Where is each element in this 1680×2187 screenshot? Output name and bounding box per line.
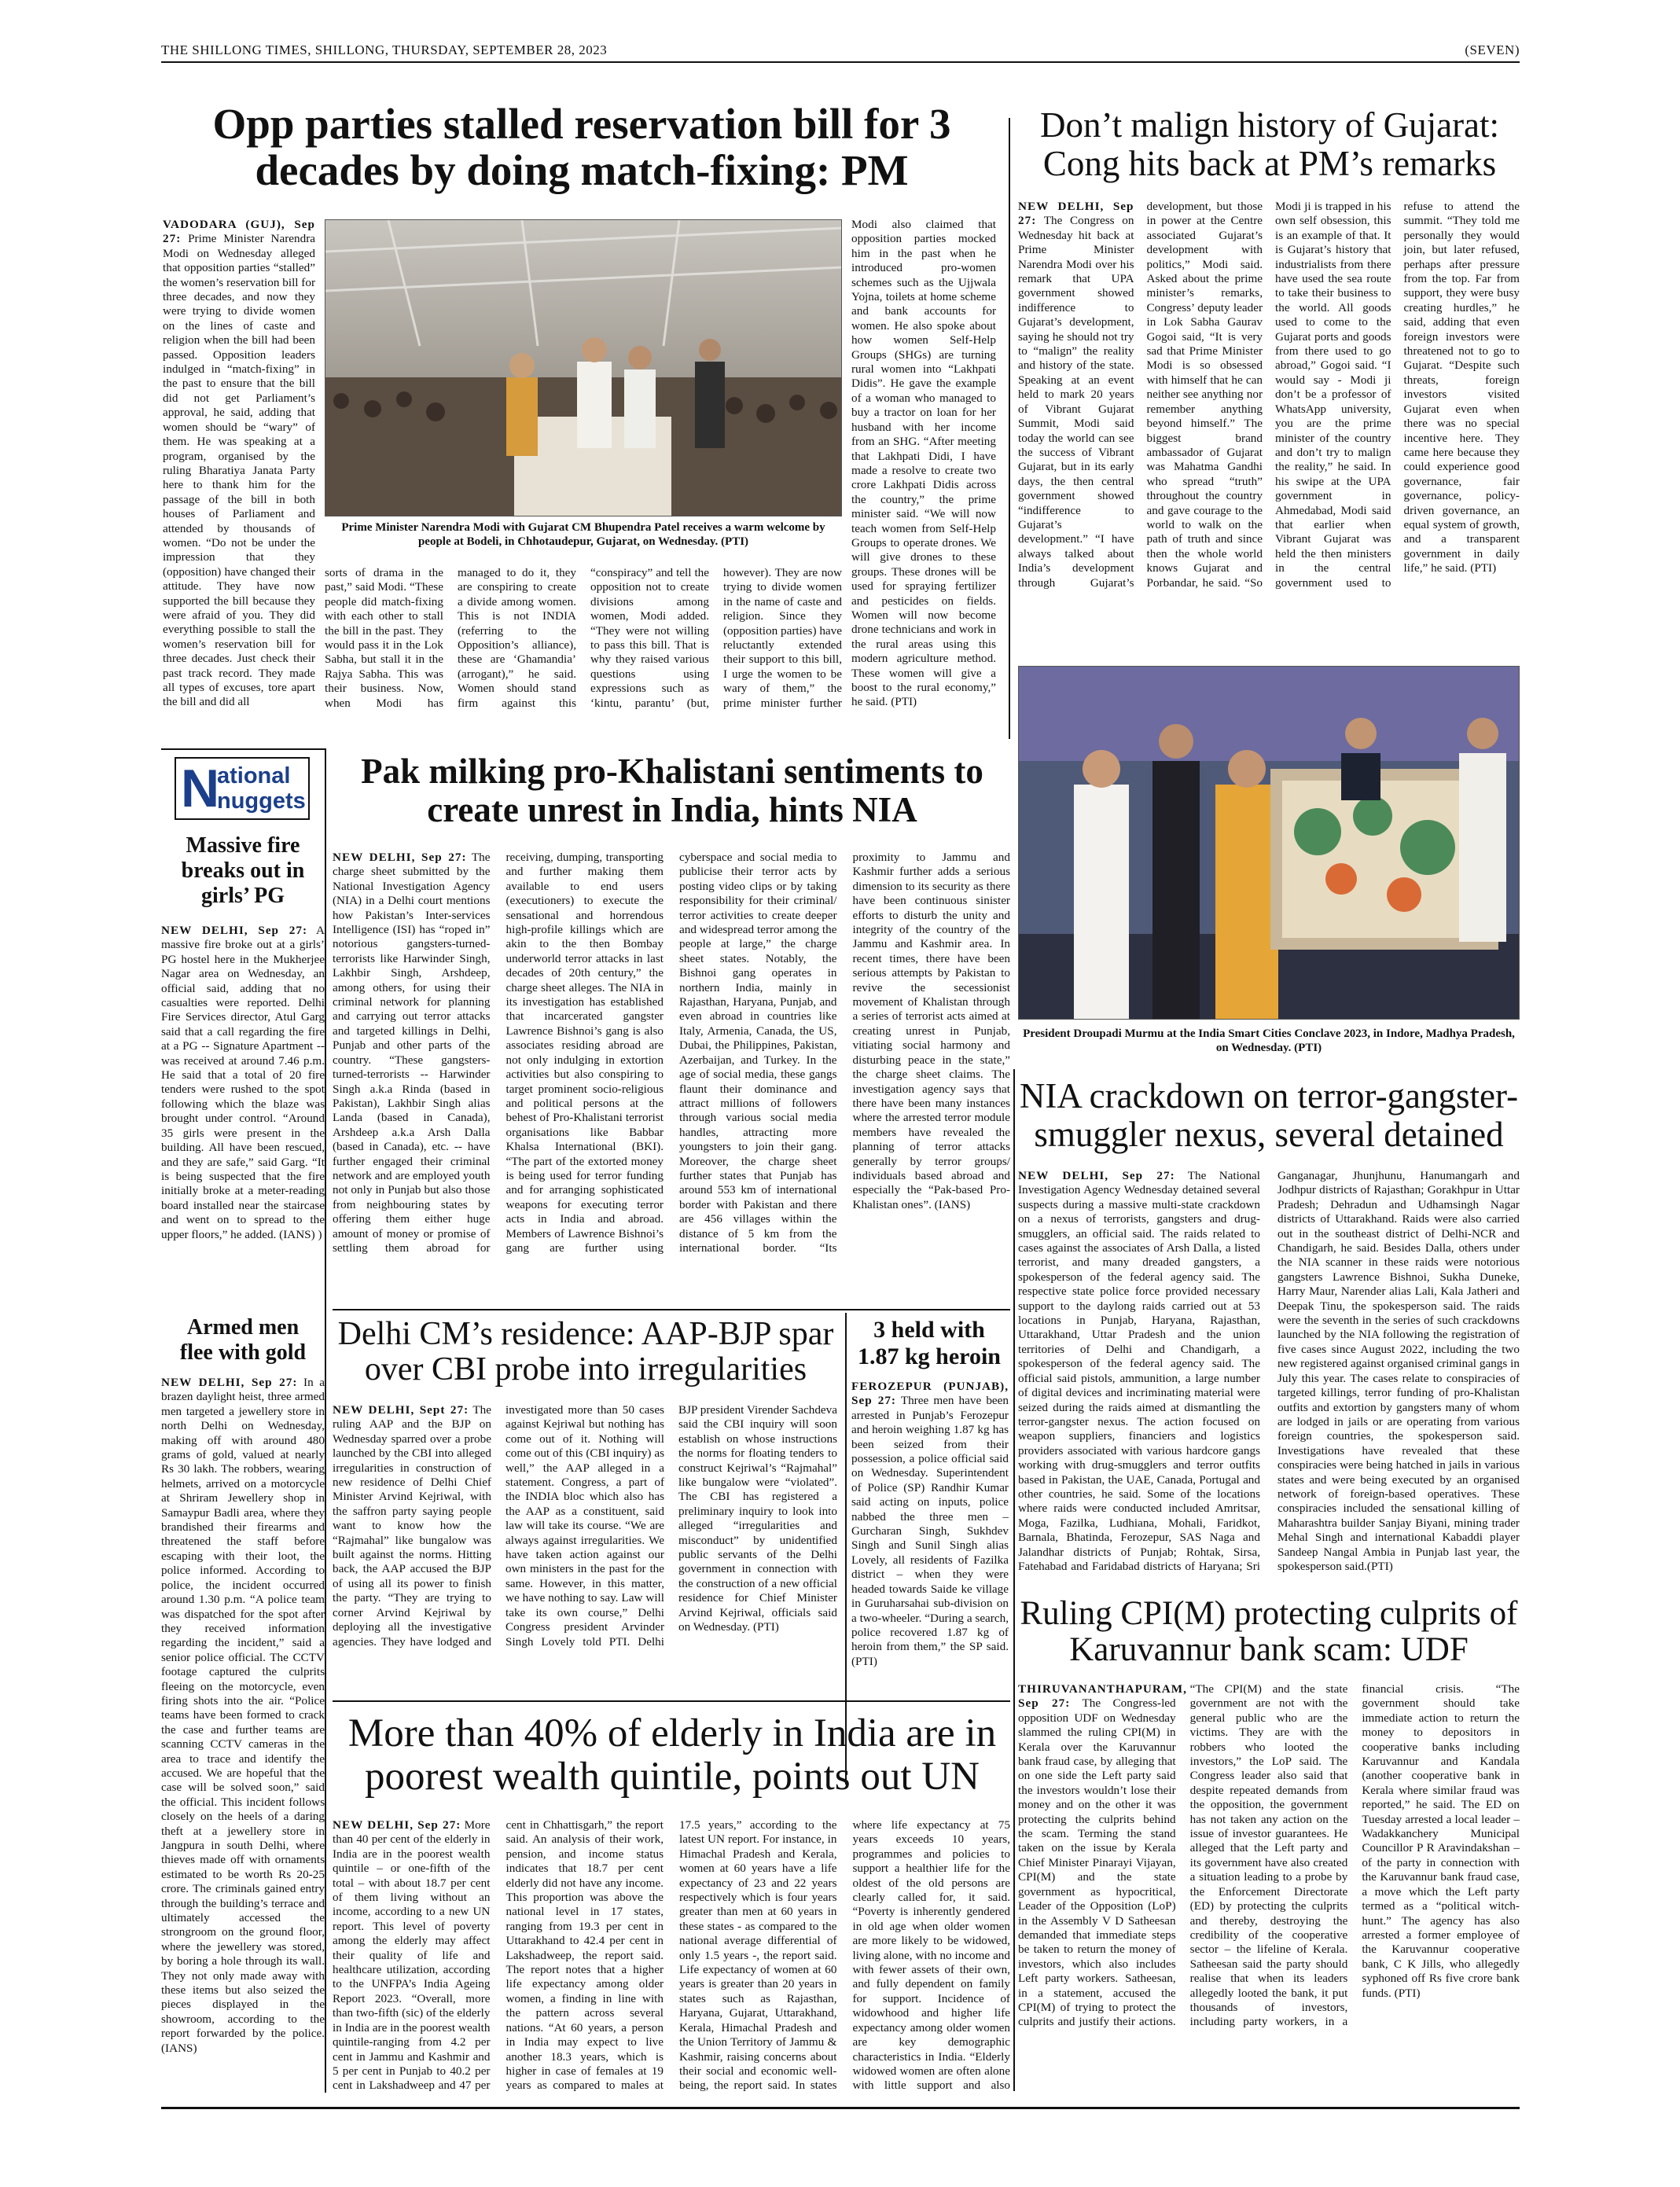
story7-top-rule <box>333 1700 1010 1702</box>
story1-bottom-text: sorts of drama in the past,” said Modi. “These people did match-fixing with each other to stall the bill in the past. They would pass it in the Lok Sabha, but stall it in the Rajya Sabha. This was their business. Now, when Modi has managed to do it, they are conspiring to create a divide among women. This is not INDIA (referring to the Opposition’s alliance), these are ‘Ghamandia’ (arrogant),” he said. Women should stand firm against this “conspiracy” and tell the opposition not to create divisions among women, Modi added. “They were not willing to pass this bill. That is why they raised various questions using expressions such as ‘kintu, parantu’ (but, however). They are now trying to divide women in the name of caste and religion. Since they (opposition parties) have reluctantly extended their support to this bill, I urge the women to be wary of them,” the prime minister further <box>325 566 842 710</box>
story7-headline: More than 40% of elderly in India are in poorest wealth quintile, points out UN <box>347 1711 997 1799</box>
folio-left: THE SHILLONG TIMES, SHILLONG, THURSDAY, SEPTEMBER 28, 2023 <box>161 42 608 57</box>
story4-dateline: NEW DELHI, Sep 27: <box>1018 1169 1175 1182</box>
story1-dateline: VADODARA (GUJ), Sep 27: <box>163 218 315 246</box>
story8-dateline: THIRUVANANTHAPURAM, Sep 27: <box>1018 1682 1187 1711</box>
modi-rally-photo <box>325 220 842 516</box>
story7-dateline: NEW DELHI, Sep 27: <box>333 1818 461 1832</box>
page-bottom-rule <box>161 2107 1520 2109</box>
national-nuggets-logo <box>175 757 310 820</box>
story1-photo <box>325 219 842 516</box>
story8-text <box>1018 1682 1520 2095</box>
nuggets-frame-top <box>161 748 325 750</box>
nuggets-item2-body: In a brazen daylight heist, three armed men targeted a jewellery store in north Delhi on Wednesday, making off with around 480 grams of gold, valued at nearly Rs 30 lakh. The robbers, wearing helmets, arrived on a motorcycle at Shriram Jewellery shop in Samaypur Badli area, where they brandished their firearms and threatened the staff before escaping with their loot, the police informed. According to police, the incident occurred around 1.30 p.m. “A police team was dispatched for the spot after they received information regarding the incident,” said a senior police official. The CCTV footage captured the culprits fleeing on the motorcycle, even firing shots into the air. “Police teams have been formed to crack the case and further teams are scanning CCTV cameras in the area to trace and identify the accused. We are hopeful that the case will be solved soon,” said the official. This incident follows closely on the heels of a daring theft at a jewellery store in Jangpura in south Delhi, where thieves made off with ornaments estimated to be worth Rs 20-25 crore. The criminals gained entry through the building’s terrace and ultimately accessed the strongroom on the ground floor, where the jewellery was stored, by boring a hole through its wall. They not only made away with these items but also seized the pieces displayed in the showroom, according to the report forwarded by the police. (IANS) <box>161 1376 325 2055</box>
story1-left-text: Prime Minister Narendra Modi on Wednesday alleged that opposition parties “stalled” the women’s reservation bill for three decades, and now they were trying to divide women on the lines of caste and religion when the bill had been passed. Opposition leaders indulged in “match-fixing” in the past to ensure that the bill did not get Parliament’s approval, he said, adding that women should be “wary” of them. He was speaking at a program, organised by the ruling Bharatiya Janata Party here to thank him for the passage of the bill in both houses of Parliament and attended by thousands of women. “Do not be under the impression that they (opposition) have changed their attitude. They have now supported the bill because they were afraid of you. They did everything possible to stall the women’s reservation bill for three decades. Just check their past track record. They made all types of excuses, tore apart the bill and did all <box>163 232 315 709</box>
story6-headline: 3 held with 1.87 kg heroin <box>858 1317 1001 1369</box>
nuggets-frame-right <box>325 748 326 2093</box>
story6-body: Three men have been arrested in Punjab’s Ferozepur and heroin weighing 1.87 kg has been seized from their possession, a police official said on Wednesday. Superintendent of Police (SP) Randhir Kumar said acting on inputs, police nabbed the three men – Gurcharan Singh, Sukhdev Singh and Sunil Singh alias Lovely, all residents of Fazilka district – when they were headed towards Saide ke village in Guruharsahai sub-division on a two-wheeler. “During a search, police recovered 1.87 kg of heroin from them,” the SP said. (PTI) <box>851 1394 1009 1668</box>
story5-headline: Delhi CM’s residence: AAP-BJP spar over CBI probe into irregularities <box>337 1316 834 1388</box>
story5-dateline: NEW DELHI, Sept 27: <box>333 1403 469 1417</box>
story2-body: The Congress on Wednesday hit back at Prime Minister Narendra Modi over his remark that UPA government showed indifference to Gujarat’s development, saying he should not try to “malign” the reality and history of the state. Speaking at an event held to mark 20 years of Vibrant Gujarat Summit, Modi said today the world can see the success of Vibrant Gujarat, but in its early days, the then central government showed “indifference to Gujarat’s development.” “I have always talked about India’s development through Gujarat’s development, but those in power at the Centre associated Gujarat’s development with politics,” Modi said. Asked about the prime minister’s remarks, Congress’ deputy leader in Lok Sabha Gaurav Gogoi said, “It is very sad that Prime Minister Modi is so obsessed with himself that he can neither see anything nor remember anything beyond himself.” The biggest brand ambassador of Gujarat was Mahatma Gandhi who spread “truth” throughout the country and gave courage to the world to walk on the path of truth and since then the whole world knows Gujarat and Porbandar, he said. “So Modi ji is trapped in his own self obsession, this is an example of that. It is Gujarat’s history that industrialists from there have used the sea route to take their business to the world. All goods used to come to the Gujarat ports and goods from there used to go abroad,” Gogoi said. “I would say - Modi ji don’t be a professor of WhatsApp university, you are the prime minister of the country and don’t try to malign the reality,” he said. In his swipe at the UPA government in Ahmedabad, Modi said that earlier when Vibrant Gujarat was held the then ministers in the central government used to refuse to attend the summit. “They told me personally they would join, but later refused, perhaps after pressure from the top. Far from support, they were busy creating hurdles,” he said, adding that even foreign investors were threatened not to go to Gujarat. “Despite such threats, foreign investors visited Gujarat even when there was no special incentive here. They came here because they could experience good governance, fair governance, policy-driven governance, an equal system of growth, and a transparent government in daily life,” he said. (PTI) <box>1018 200 1520 590</box>
story5-body: The ruling AAP and the BJP on Wednesday sparred over a probe launched by the CBI into alleged irregularities in construction of new residence of Delhi Chief Minister Arvind Kejriwal, with the saffron party saying people want to know how the “Rajmahal” like bungalow was built against the norms. Hitting back, the AAP accused the BJP of using all its power to finish the party. “They are trying to corner Arvind Kejriwal by deploying all the investigative agencies. They have lodged and investigated more than 50 cases against Kejriwal but nothing has come out of it. Nothing will come out of this (CBI inquiry) as well,” the AAP alleged in a statement. Congress, a part of the INDIA bloc which also has the AAP as a constituent, said law will take its course. “We are always against irregularities. We have taken action against our own ministers in the past for the same. However, in this matter, we have nothing to say. Law will take its own course,” Delhi Congress president Arvinder Singh Lovely told PTI. Delhi BJP president Virender Sachdeva said the CBI inquiry will soon establish on whose instructions the norms for floating tenders to construct Kejriwal’s “Rajmahal” like bungalow were “violated”. The CBI has registered a preliminary inquiry to look into alleged “irregularities and misconduct” by unidentified public servants of the Delhi government in connection with the construction of a new official residence for Chief Minister Arvind Kejriwal, officials said on Wednesday. (PTI) <box>333 1403 837 1649</box>
story3-text <box>333 851 1010 1303</box>
story1-right-column: Modi also claimed that opposition parties mocked him in the past when he introduced pro-women schemes such as the Ujjwala Yojna, toilets at home scheme and bank accounts for women. He also spoke about how women Self-Help Groups (SHGs) are turning rural women into “Lakhpati Didis”. He gave the example of a woman who managed to buy a tractor on loan for her husband with her income from an SHG. “After meeting that Lakhpati Didi, I have made a resolve to create two crore Lakhpati Didis across the country,” the prime minister said. “We will now teach women from Self-Help Groups to operate drones. We will give drones to these groups. These drones will be used for spraying fertilizer and pesticides on fields. Women will now become drone technicians and work in the rural areas using this modern agriculture method. These women will give a boost to the rural economy,” he said. (PTI) <box>851 218 996 709</box>
story4-headline: NIA crackdown on terror-gangster-smuggler nexus, several detained <box>1019 1076 1519 1154</box>
murmu-photo <box>1018 666 1520 1020</box>
nuggets-item1-body: A massive fire broke out at a girls’ PG hostel here in the Mukherjee Nagar area on Wednesday, an official said, adding that no casualties were reported. Delhi Fire Services director, Atul Garg said that a call regarding the fire at a PG -- Signature Apartment -- was received at around 7.46 p.m. He said that a total of 20 fire tenders were rushed to the spot following which the blaze was brought under control. “Around 35 girls were present in the building. All have been rescued, and they are safe,” said Garg. “It is being suspected that the fire initially broke at a meter-reading board installed near the staircase and went on to spread to the upper floors,” he added. (IANS) ) <box>161 924 325 1241</box>
story2-dateline: NEW DELHI, Sep 27: <box>1018 200 1134 228</box>
story3-headline: Pak milking pro-Khalistani sentiments to create unrest in India, hints NIA <box>361 752 983 829</box>
story8-headline: Ruling CPI(M) protecting culprits of Karuvannur bank scam: UDF <box>1020 1595 1518 1669</box>
nuggets-item2-dateline: NEW DELHI, Sep 27: <box>161 1376 298 1389</box>
folio-page-number: (SEVEN) <box>1465 42 1520 57</box>
nuggets-logo-letter: N <box>181 759 220 818</box>
story3-body: The charge sheet submitted by the National Investigation Agency (NIA) in a Delhi court mentions how Pakistan’s Inter-services Intelligence (ISI) has “roped in” notorious gangsters-turned-terrorists like Harwinder Singh, Lakhbir Singh, Arshdeep, among others, for using their criminal network for planning and carrying out terror attacks and targeted killings in Delhi, Punjab and other parts of the country. “These gangsters-turned-terrorists -- Harwinder Singh a.k.a Rinda (based in Pakistan), Lakhbir Singh alias Landa (based in Canada), Arshdeep a.k.a Arsh Dalla (based in Canada), etc. -- have further engaged their criminal network and are employed youth not only in Punjab but also those from neighbouring states by offering them either huge amount of money or promise of settling them abroad for receiving, dumping, transporting and further making them available to end users (executioners) to execute the sensational and horrendous high-profile killings which are akin to the then Bombay underworld terror attacks in last decades of 20th century,” the charge sheet alleges. The NIA in its investigation has established that incarcerated gangster Lawrence Bishnoi’s gang is also associates residing abroad are not only indulging in extortion activities but also conspiring to target prominent socio-religious and political persons at the behest of Pro-Khalistani terrorist organisations like Babbar Khalsa International (BKI). “The part of the extorted money is being used for terror funding and for arranging sophisticated weapons for executing terror acts in India and abroad. Members of Lawrence Bishnoi’s gang are further using cyberspace and social media to publicise their terror acts by posting video clips or by taking responsibility for their criminal/ terror activities to create deeper and widespread terror among the people at large,” the charge sheet states. Notably, the Bishnoi gang operates in northern India, mainly in Rajasthan, Haryana, Punjab, and even abroad in countries like Italy, Armenia, Canada, the US, Dubai, the Philippines, Pakistan, Azerbaijan, and Turkey. In the age of social media, these gangs flaunt their dominance and attract millions of followers through various social media handles, attracting more youngsters to join their gang. Moreover, the charge sheet further states that Punjab has around 553 km of international border with Pakistan and there are 456 villages within the distance of 5 km from the international border. “Its proximity to Jammu and Kashmir further adds a serious dimension to its security as there have been continuous sinister efforts to disturb the unity and integrity of the country of the Jammu and Kashmir area. In recent times, there have been serious attempts by Pakistan to revive the secessionist movement of Khalistan through a series of terrorist acts aimed at creating unrest in Punjab, vitiating social harmony and disturbing peace in the state,” the charge sheet claims. The investigation agency says that there have been many instances where the arrested terror module members have revealed the planning of terror attacks generally by terror groups/ individuals based abroad and especially the “Pak-based Pro-Khalistan ones”. (IANS) <box>333 851 1010 1255</box>
story3-dateline: NEW DELHI, Sep 27: <box>333 851 467 864</box>
smart-cities-conclave-photo <box>1019 667 1520 1020</box>
nuggets-item1-text <box>161 924 325 1305</box>
story5-top-rule <box>333 1309 1010 1310</box>
story1-headline: Opp parties stalled reservation bill for 3 decades by doing match-fixing: PM <box>212 100 951 195</box>
story7-text <box>333 1818 1010 2093</box>
nuggets-logo-word1: ational <box>217 763 291 788</box>
column-rule-right <box>1013 1069 1015 2091</box>
story8-body: The Congress-led opposition UDF on Wednesday slammed the ruling CPI(M) in Kerala over the Karuvannur bank fraud case, by alleging that on one side the Left party said the investors wouldn’t lose their money and on the other it was protecting the culprits behind the scam. Terming the stand taken on the issue by Kerala Chief Minister Pinarayi Vijayan, CPI(M) and the state government as hypocritical, Leader of the Opposition (LoP) in the Assembly V D Satheesan demanded that immediate steps be taken to return the money of investors, which also includes Left party workers. Satheesan, in a statement, accused the CPI(M) of trying to protect the culprits and justify their actions. “The CPI(M) and the state government are not with the general public who are the victims. They are with the robbers who looted the investors,” the LoP said. The Congress leader also said that despite repeated demands from the opposition, the government has not taken any action on the issue of investor guarantees. He alleged that the Left party and its government have also created a situation leading to a probe by the Enforcement Directorate (ED) by protecting the culprits and thereby, destroying the credibility of the cooperative sector – the lifeline of Kerala. Satheesan said the party should realise that when its leaders allegedly looted the bank, it put thousands of investors, including party workers, in a financial crisis. “The government should take immediate action to return the money to depositors in cooperative banks including Karuvannur and Kandala (another cooperative bank in Kerala where similar fraud was reported,” he said. The ED on Tuesday arrested a local leader – Wadakkanchery Municipal Councillor P R Aravindakshan – of the party in connection with the Karuvannur bank fraud case, a move which the Left party termed as a “political witch-hunt.” The agency has also arrested a former employee of the Karuvannur cooperative bank, C K Jills, who allegedly syphoned off Rs five crore bank funds. (PTI) <box>1018 1682 1520 2029</box>
nuggets-item2-text <box>161 1376 325 2091</box>
nuggets-item1-dateline: NEW DELHI, Sep 27: <box>161 924 308 937</box>
column-rule <box>1009 118 1010 739</box>
story1-caption: Prime Minister Narendra Modi with Gujarat CM Bhupendra Patel receives a warm welcome by people at Bodeli, in Chhotaudepur, Gujarat, on Wednesday. (PTI) <box>341 521 825 548</box>
story1-left-column <box>163 218 315 721</box>
nuggets-logo-word2: nuggets <box>217 788 306 814</box>
story6-dateline: FEROZEPUR (PUNJAB), Sep 27: <box>851 1380 1009 1408</box>
murmu-caption: President Droupadi Murmu at the India Smart Cities Conclave 2023, in Indore, Madhya Pradesh, on Wednesday. (PTI) <box>1023 1027 1515 1054</box>
story7-body: More than 40 per cent of the elderly in India are in the poorest wealth quintile – or one-fifth of the total – with about 18.7 per cent of them living without an income, according to a new UN report. This level of poverty among the elderly may affect their quality of life and healthcare utilization, according to the UNFPA’s India Ageing Report 2023. “Overall, more than two-fifth (sic) of the elderly in India are in the poorest wealth quintile-ranging from 4.2 per cent in Jammu and Kashmir and 5 per cent in Punjab to 40.2 per cent in Lakshadweep and 47 per cent in Chhattisgarh,” the report said. An analysis of their work, pension, and income status indicates that 18.7 per cent elderly did not have any income. This proportion was above the national level in 17 states, ranging from 19.3 per cent in Uttarakhand to 42.4 per cent in Lakshadweep, the report said. The report notes that a higher life expectancy among older women, a finding in line with the pattern across several nations. “At 60 years, a person in India may expect to live another 18.3 years, which is higher in case of females at 19 years as compared to males at 17.5 years,” according to the latest UN report. For instance, in Himachal Pradesh and Kerala, women at 60 years have a life expectancy of 23 and 22 years respectively which is four years greater than men at 60 years in these states - as compared to the national average differential of only 1.5 years -, the report said. Life expectancy of women at 60 years is greater than 20 years in states such as Rajasthan, Haryana, Gujarat, Uttarakhand, Kerala, Himachal Pradesh and the Union Territory of Jammu & Kashmir, raising concerns about their social and economic well-being, the report said. In states where life expectancy at 75 years exceeds 10 years, programmes and policies to support a healthier life for the oldest of the old persons are clearly called for, it said. “Poverty is inherently gendered in old age when older women are more likely to be widowed, living alone, with no income and with fewer assets of their own, and fully dependent on family for support. Incidence of widowhood and higher life expectancy among older women are key demographic characteristics in India. “Elderly widowed women are often alone with little support and also <box>333 1818 1010 2093</box>
story2-headline: Don’t malign history of Gujarat: Cong hits back at PM’s remarks <box>1039 105 1500 183</box>
story2-text <box>1018 200 1520 652</box>
story4-body: The National Investigation Agency Wednesday detained several suspects during a massive multi-state crackdown on a nexus of terrorists, gangsters and drug-smugglers, an official said. The raids related to cases against the associates of Arsh Dalla, a listed terrorist, and many dreaded gangsters, a spokesperson of the federal agency said. The respective state police force provided necessary support to the daylong raids carried out at 53 locations in Punjab, Haryana, Rajasthan, Uttarakhand, Uttar Pradesh and the union territories of Delhi and Chandigarh, a spokesperson of the federal agency said. The official said pistols, ammunition, a large number of digital devices and incriminating material were seized during the raids aimed at dismantling the terror-gangster nexus. The action focused on weapon suppliers, financiers and logistics providers associated with various hardcore gangs working with drug-smugglers and terror outfits based in Pakistan, the UAE, Canada, Portugal and other countries, he said. Some of the locations where raids were conducted included Amritsar, Moga, Fazilka, Ludhiana, Mohali, Faridkot, Barnala, Bhatinda, Ferozepur, SAS Naga and Jalandhar districts of Punjab; Rohtak, Sirsa, Fatehabad and Faridabad districts of Haryana; Sri Ganganagar, Jhunjhunu, Hanumangarh and Jodhpur districts of Rajasthan; Gorakhpur in Uttar Pradesh; Dehradun and Udhamsingh Nagar districts of Uttarakhand. Raids were also carried out in the southeast district of Delhi-NCR and Chandigarh, he said. Besides Dalla, others under the NIA scanner in these raids were notorious gangsters Lawrence Bishnoi, Sukha Duneke, Harry Maur, Narender alias Lali, Kala Jatheri and Deepak Tinu, the spokesperson said. The raids were the seventh in the series of such crackdowns launched by the NIA following the registration of five cases since August 2022, including the two new registered against organised criminal gangs in July this year. The cases relate to conspiracies of targeted killings, terror funding of pro-Khalistan outfits and extortion by gangsters many of whom are lodged in jails or are operating from various foreign countries, the spokesperson said. Investigations have revealed that these conspiracies were being hatched in jails in various states and were being executed by an organised network of foreign-based operatives. These conspiracies included the sensational killing of Maharashtra builder Sanjay Biyani, mining trader Mehal Singh and international Kabaddi player Sandeep Nangal Ambia in Punjab last year, the spokesperson said.(PTI) <box>1018 1169 1520 1573</box>
page-folio <box>161 41 1520 63</box>
nuggets-item1-headline: Massive fire breaks out in girls’ PG <box>181 833 305 908</box>
nuggets-item2-headline: Armed men flee with gold <box>179 1315 307 1365</box>
